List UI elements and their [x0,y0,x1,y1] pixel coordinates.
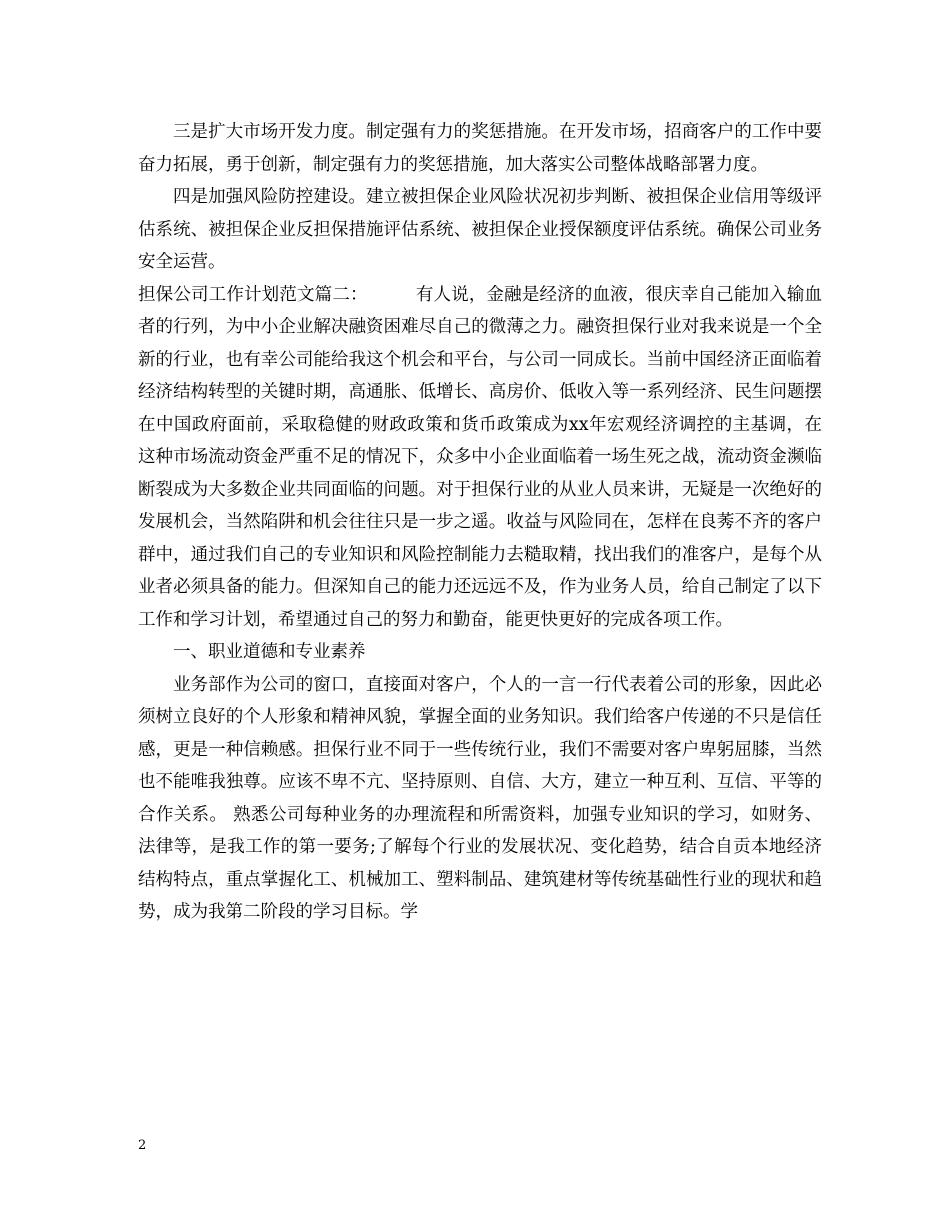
section-intro-text: 有人说，金融是经济的血液，很庆幸自己能加入输血者的行列，为中小企业解决融资困难尽自己的微薄之力。融资担保行业对我来说是一个全新的行业，也有幸公司能给我这个机会和平台，与公司一同成长。当前中国经济正面临着经济结构转型的关键时期，高通胀、低增长、高房价、低收入等一系列经济、民生问题摆在中国政府面前，采取稳健的财政政策和货币政策成为xx年宏观经济调控的主基调，在这种市场流动资金严重不足的情况下，众多中小企业面临着一场生死之战，流动资金濒临断裂成为大多数企业共同面临的问题。对于担保行业的从业人员来讲，无疑是一次绝好的发展机会，当然陷阱和机会往往只是一步之遥。收益与风险同在，怎样在良莠不齐的客户群中，通过我们自己的专业知识和风险控制能力去糙取精，找出我们的准客户，是每个从业者必须具备的能力。但深知自己的能力还远远不及，作为业务人员，给自己制定了以下工作和学习计划，希望通过自己的努力和勤奋，能更快更好的完成各项工作。 [138,284,823,630]
section-heading: 担保公司工作计划范文篇二： [138,284,368,305]
document-body [138,116,822,929]
paragraph-risk-control: 四是加强风险防控建设。建立被担保企业风险状况初步判断、被担保企业信用等级评估系统、被担保企业反担保措施评估系统、被担保企业授保额度评估系统。确保公司业务安全运营。 [138,187,822,272]
page-number: 2 [138,1138,147,1153]
paragraph-market-development: 三是扩大市场开发力度。制定强有力的奖惩措施。在开发市场，招商客户的工作中要奋力拓展，勇于创新，制定强有力的奖惩措施，加大落实公司整体战略部署力度。 [138,122,822,175]
subheading-professional-ethics: 一、职业道德和专业素养 [173,642,366,662]
paragraph-business-department: 业务部作为公司的窗口，直接面对客户，个人的一言一行代表着公司的形象，因此必须树立良好的个人形象和精神风貌，掌握全面的业务知识。我们给客户传递的不只是信任感，更是一种信赖感。担保行业不同于一些传统行业，我们不需要对客户卑躬屈膝，当然也不能唯我独尊。应该不卑不亢、坚持原则、自信、大方，建立一种互利、互信、平等的合作关系。 熟悉公司每种业务的办理流程和所需资料，加强专业知识的学习，如财务、法律等，是我工作的第一要务;了解每个行业的发展状况、变化趋势，结合自贡本地经济结构特点，重点掌握化工、机械加工、塑料制品、建筑建材等传统基础性行业的现状和趋势，成为我第二阶段的学习目标。学 [138,674,822,922]
section-two-paragraph [138,279,822,637]
